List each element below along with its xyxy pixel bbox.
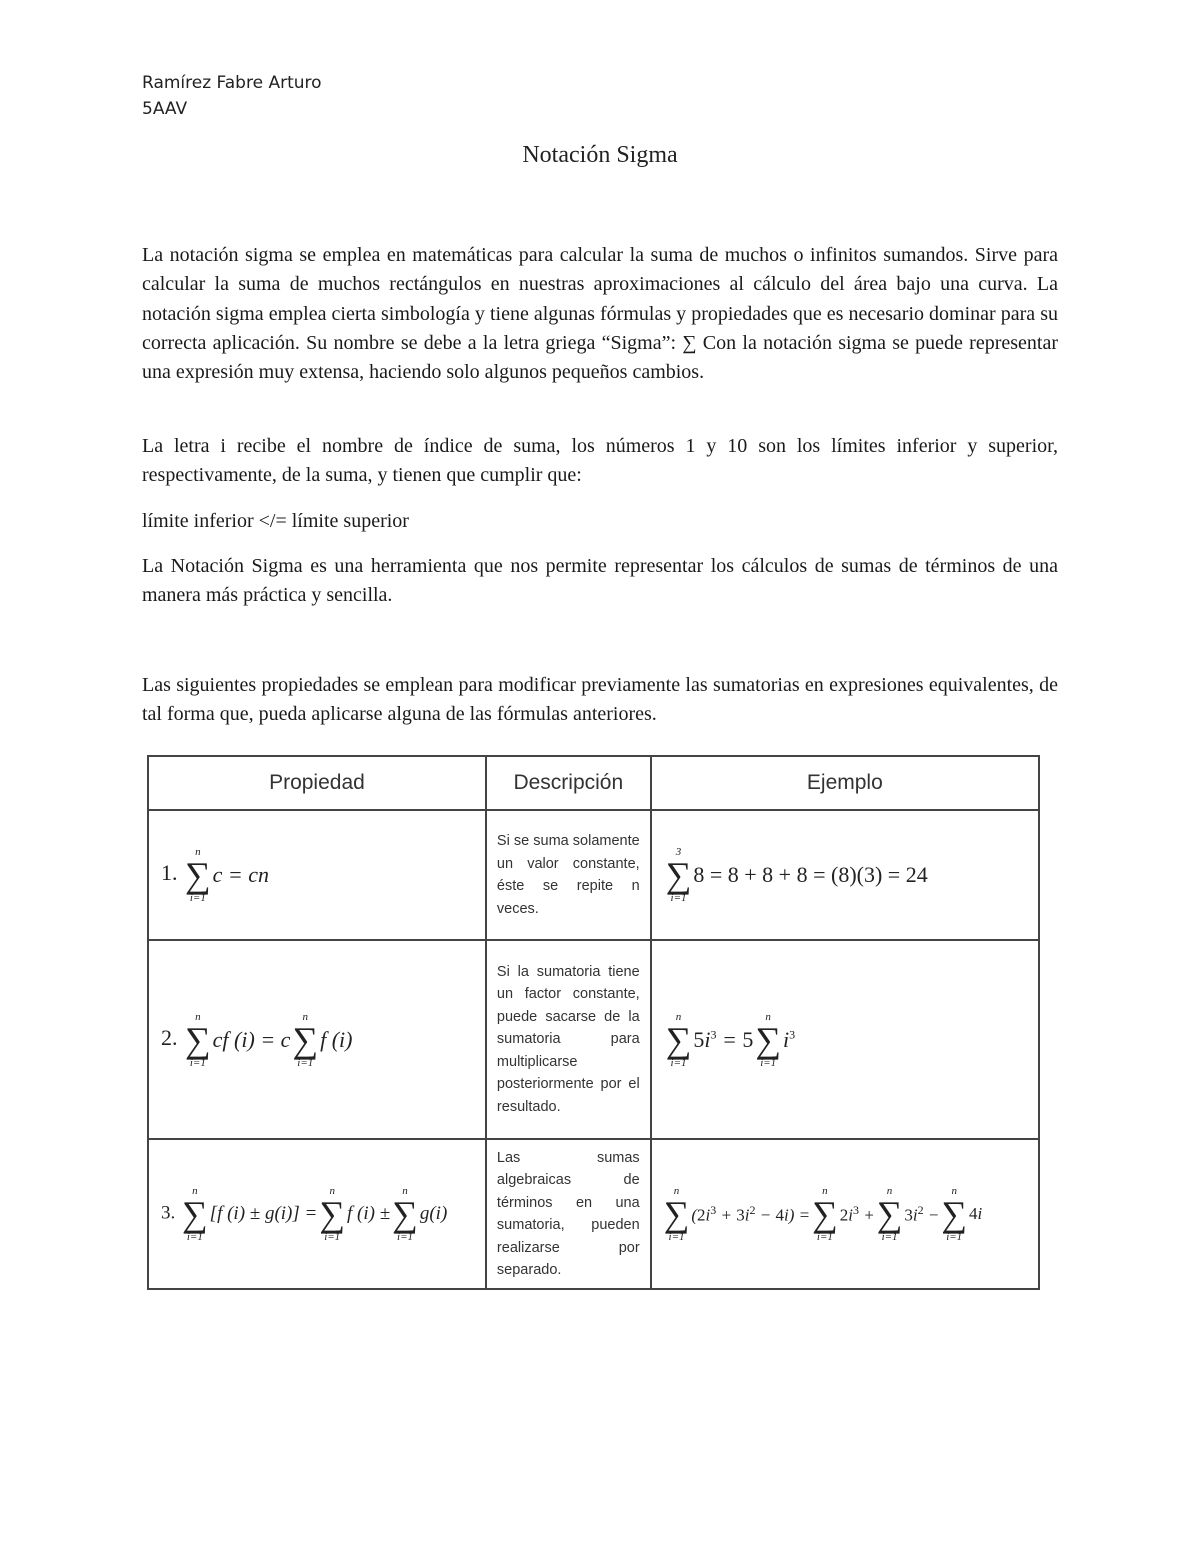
property-number: 1.	[161, 860, 178, 886]
example-expression: 8 = 8 + 8 + 8 = (8)(3) = 24	[693, 862, 928, 887]
sigma-symbol: n ∑ i=1	[755, 1010, 782, 1069]
formula-expression: c = cn	[212, 862, 270, 887]
formula-expression: [f (i) ± g(i)] =	[209, 1203, 318, 1224]
author-name: Ramírez Fabre Arturo	[142, 73, 322, 93]
example-expression: $(2i^3 + 3i^2 - 4i)$ =	[691, 1202, 811, 1225]
example-expression: $i^3$	[783, 1026, 796, 1052]
sigma-symbol: n ∑ i=1	[185, 1010, 211, 1069]
table-row	[148, 1139, 1039, 1289]
property-formula	[148, 1139, 486, 1289]
table-row	[148, 810, 1039, 940]
sigma-symbol: n ∑ i=1	[665, 1010, 692, 1069]
property-description: Si la sumatoria tiene un factor constante, puede sacarse de la sumatoria para multiplicarse posteriormente por el resultado.	[486, 940, 651, 1139]
formula-expression: f (i)	[320, 1026, 353, 1052]
property-example	[651, 940, 1039, 1139]
example-expression: 4i	[969, 1204, 983, 1223]
property-formula	[148, 810, 486, 940]
table-row	[148, 940, 1039, 1139]
sigma-symbol: n ∑ i=1	[319, 1185, 346, 1243]
example-expression: $5i^3 = 5$	[693, 1026, 754, 1052]
property-description: Si se suma solamente un valor constante, éste se repite n veces.	[486, 810, 651, 940]
group-code: 5AAV	[142, 99, 188, 119]
paragraph-condition: límite inferior </= límite superior	[142, 510, 409, 532]
example-expression: $2i^3$ +	[839, 1202, 875, 1225]
properties-table	[147, 755, 1040, 1290]
property-number: 2.	[161, 1024, 178, 1050]
property-example	[651, 1139, 1039, 1289]
header-propiedad: Propiedad	[148, 756, 486, 810]
sigma-symbol: n ∑ i=1	[876, 1185, 903, 1243]
sigma-symbol: n ∑ i=1	[185, 846, 211, 904]
example-expression: $3i^2$ −	[904, 1202, 940, 1225]
paragraph-intro: La notación sigma se emplea en matemáticas para calcular la suma de muchos o infinitos sumandos. Sirve para calcular la suma de muchos rectángulos en nuestras aproximaciones al cálculo del área bajo una curva. La notación sigma emplea cierta simbología y tiene algunas fórmulas y propiedades que es necesario dominar para su correcta aplicación. Su nombre se debe a la letra griega “Sigma”: ∑ Con la notación sigma se puede representar una expresión muy extensa, haciendo solo algunos pequeños cambios.	[142, 244, 1058, 384]
table-header-row	[148, 756, 1039, 810]
sigma-symbol: n ∑ i=1	[182, 1185, 208, 1243]
property-number: 3.	[161, 1202, 176, 1224]
sigma-symbol: n ∑ i=1	[663, 1185, 690, 1243]
sigma-symbol: 3 ∑ i=1	[665, 846, 692, 904]
sigma-symbol: n ∑ i=1	[941, 1185, 968, 1243]
paragraph-index: La letra i recibe el nombre de índice de suma, los números 1 y 10 son los límites inferior y superior, respectivamente, de la suma, y tienen que cumplir que:	[142, 435, 1058, 487]
header	[142, 70, 322, 122]
property-example	[651, 810, 1039, 940]
header-ejemplo: Ejemplo	[651, 756, 1039, 810]
sigma-symbol: n ∑ i=1	[392, 1185, 418, 1243]
paragraph-definition: La Notación Sigma es una herramienta que nos permite representar los cálculos de sumas de términos de una manera más práctica y sencilla.	[142, 555, 1058, 607]
property-formula	[148, 940, 486, 1139]
formula-expression: f (i) ±	[347, 1203, 391, 1224]
property-description: Las sumas algebraicas de términos en una sumatoria, pueden realizarse por separado.	[486, 1139, 651, 1289]
sigma-symbol: n ∑ i=1	[812, 1185, 838, 1243]
formula-expression: g(i)	[419, 1203, 448, 1224]
header-descripcion: Descripción	[486, 756, 651, 810]
document-title: Notación Sigma	[522, 142, 678, 168]
sigma-symbol: n ∑ i=1	[292, 1010, 319, 1069]
formula-expression: cf (i) = c	[212, 1026, 291, 1052]
paragraph-properties-intro: Las siguientes propiedades se emplean para modificar previamente las sumatorias en expresiones equivalentes, de tal forma que, pueda aplicarse alguna de las fórmulas anteriores.	[142, 674, 1058, 726]
